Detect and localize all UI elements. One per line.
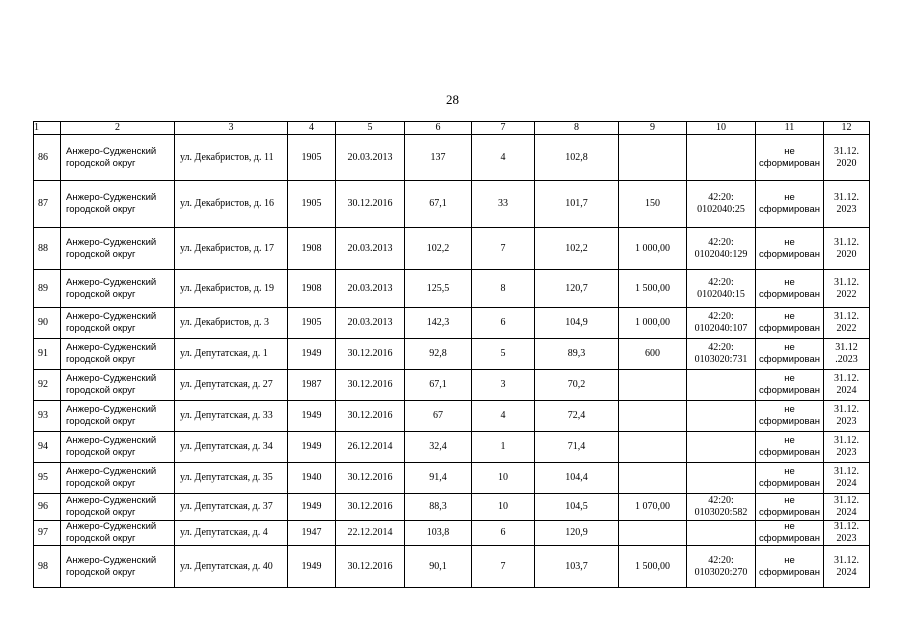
cell-inclusion-date: 30.12.2016 (336, 494, 405, 521)
cell-inclusion-date: 22.12.2014 (336, 521, 405, 546)
cell-address: ул. Декабристов, д. 16 (175, 181, 288, 228)
cell-inclusion-date: 20.03.2013 (336, 270, 405, 308)
cell-inclusion-date: 20.03.2013 (336, 135, 405, 181)
cell-deadline: 31.12. 2023 (824, 432, 870, 463)
cell-build-year: 1908 (288, 228, 336, 270)
cell-row-number: 93 (34, 401, 61, 432)
cell-cost (619, 401, 687, 432)
table-row (34, 463, 870, 494)
cell-cost (619, 135, 687, 181)
cell-land-status: не сформирован (756, 521, 824, 546)
cell-land-status: не сформирован (756, 181, 824, 228)
cell-row-number: 88 (34, 228, 61, 270)
table-row (34, 339, 870, 370)
cell-inclusion-date: 30.12.2016 (336, 370, 405, 401)
cell-residents: 5 (472, 339, 535, 370)
cell-row-number: 94 (34, 432, 61, 463)
cell-cost: 150 (619, 181, 687, 228)
cell-residents: 10 (472, 494, 535, 521)
cell-cost (619, 463, 687, 494)
cell-deadline: 31.12. 2022 (824, 308, 870, 339)
cell-cadastral-number (687, 370, 756, 401)
cell-cadastral-number: 42:20: 0102040:107 (687, 308, 756, 339)
cell-cadastral-number: 42:20: 0103020:731 (687, 339, 756, 370)
cell-land-status: не сформирован (756, 228, 824, 270)
table-row (34, 370, 870, 401)
cell-municipality: Анжеро-Судженский городской округ (61, 432, 175, 463)
column-header: 2 (61, 122, 175, 135)
cell-residents: 4 (472, 401, 535, 432)
cell-inclusion-date: 30.12.2016 (336, 546, 405, 588)
cell-land-status: не сформирован (756, 546, 824, 588)
cell-build-year: 1905 (288, 135, 336, 181)
cell-residents: 6 (472, 521, 535, 546)
cell-inclusion-date: 30.12.2016 (336, 339, 405, 370)
cell-municipality: Анжеро-Судженский городской округ (61, 181, 175, 228)
housing-registry-table (33, 121, 870, 588)
cell-area: 32,4 (405, 432, 472, 463)
cell-inclusion-date: 30.12.2016 (336, 463, 405, 494)
cell-municipality: Анжеро-Судженский городской округ (61, 270, 175, 308)
cell-area: 88,3 (405, 494, 472, 521)
cell-price-per-sqm: 72,4 (535, 401, 619, 432)
cell-cadastral-number (687, 521, 756, 546)
cell-land-status: не сформирован (756, 370, 824, 401)
cell-deadline: 31.12. 2022 (824, 270, 870, 308)
cell-municipality: Анжеро-Судженский городской округ (61, 494, 175, 521)
cell-deadline: 31.12. 2023 (824, 181, 870, 228)
cell-cost: 1 500,00 (619, 546, 687, 588)
cell-municipality: Анжеро-Судженский городской округ (61, 370, 175, 401)
cell-area: 67 (405, 401, 472, 432)
cell-price-per-sqm: 70,2 (535, 370, 619, 401)
cell-inclusion-date: 30.12.2016 (336, 401, 405, 432)
cell-price-per-sqm: 102,2 (535, 228, 619, 270)
cell-deadline: 31.12 .2023 (824, 339, 870, 370)
cell-area: 67,1 (405, 370, 472, 401)
table-row (34, 308, 870, 339)
cell-land-status: не сформирован (756, 308, 824, 339)
cell-cadastral-number: 42:20: 0102040:15 (687, 270, 756, 308)
cell-residents: 33 (472, 181, 535, 228)
cell-deadline: 31.12. 2024 (824, 370, 870, 401)
page-number: 28 (446, 92, 459, 107)
cell-cadastral-number (687, 463, 756, 494)
column-header: 4 (288, 122, 336, 135)
cell-municipality: Анжеро-Судженский городской округ (61, 308, 175, 339)
column-header: 12 (824, 122, 870, 135)
cell-address: ул. Депутатская, д. 27 (175, 370, 288, 401)
cell-cost: 1 070,00 (619, 494, 687, 521)
column-header: 5 (336, 122, 405, 135)
cell-address: ул. Депутатская, д. 34 (175, 432, 288, 463)
cell-price-per-sqm: 102,8 (535, 135, 619, 181)
cell-inclusion-date: 20.03.2013 (336, 228, 405, 270)
cell-price-per-sqm: 89,3 (535, 339, 619, 370)
cell-deadline: 31.12. 2024 (824, 546, 870, 588)
cell-build-year: 1908 (288, 270, 336, 308)
cell-cost (619, 370, 687, 401)
cell-deadline: 31.12. 2024 (824, 463, 870, 494)
cell-row-number: 89 (34, 270, 61, 308)
cell-build-year: 1987 (288, 370, 336, 401)
cell-build-year: 1949 (288, 339, 336, 370)
cell-cost: 1 000,00 (619, 308, 687, 339)
cell-build-year: 1905 (288, 181, 336, 228)
table-row (34, 521, 870, 546)
cell-address: ул. Депутатская, д. 40 (175, 546, 288, 588)
cell-land-status: не сформирован (756, 432, 824, 463)
cell-address: ул. Депутатская, д. 35 (175, 463, 288, 494)
cell-address: ул. Депутатская, д. 37 (175, 494, 288, 521)
cell-row-number: 87 (34, 181, 61, 228)
cell-build-year: 1905 (288, 308, 336, 339)
cell-residents: 10 (472, 463, 535, 494)
cell-row-number: 90 (34, 308, 61, 339)
cell-deadline: 31.12. 2020 (824, 228, 870, 270)
column-header: 8 (535, 122, 619, 135)
cell-deadline: 31.12. 2023 (824, 401, 870, 432)
cell-municipality: Анжеро-Судженский городской округ (61, 228, 175, 270)
cell-land-status: не сформирован (756, 463, 824, 494)
table-row (34, 401, 870, 432)
cell-row-number: 95 (34, 463, 61, 494)
cell-land-status: не сформирован (756, 494, 824, 521)
cell-residents: 4 (472, 135, 535, 181)
cell-price-per-sqm: 120,7 (535, 270, 619, 308)
cell-municipality: Анжеро-Судженский городской округ (61, 135, 175, 181)
cell-residents: 8 (472, 270, 535, 308)
cell-cadastral-number (687, 432, 756, 463)
cell-row-number: 98 (34, 546, 61, 588)
cell-deadline: 31.12. 2020 (824, 135, 870, 181)
cell-cadastral-number: 42:20: 0103020:270 (687, 546, 756, 588)
column-header: 3 (175, 122, 288, 135)
cell-cadastral-number: 42:20: 0103020:582 (687, 494, 756, 521)
cell-price-per-sqm: 120,9 (535, 521, 619, 546)
table-row (34, 432, 870, 463)
cell-cadastral-number: 42:20: 0102040:129 (687, 228, 756, 270)
cell-cadastral-number (687, 401, 756, 432)
cell-build-year: 1949 (288, 432, 336, 463)
cell-row-number: 86 (34, 135, 61, 181)
cell-area: 137 (405, 135, 472, 181)
cell-price-per-sqm: 104,4 (535, 463, 619, 494)
cell-address: ул. Депутатская, д. 1 (175, 339, 288, 370)
cell-municipality: Анжеро-Судженский городской округ (61, 463, 175, 494)
cell-row-number: 92 (34, 370, 61, 401)
cell-municipality: Анжеро-Судженский городской округ (61, 339, 175, 370)
cell-area: 90,1 (405, 546, 472, 588)
table-row (34, 546, 870, 588)
cell-price-per-sqm: 101,7 (535, 181, 619, 228)
cell-residents: 7 (472, 228, 535, 270)
table-row (34, 135, 870, 181)
cell-inclusion-date: 26.12.2014 (336, 432, 405, 463)
cell-area: 125,5 (405, 270, 472, 308)
cell-land-status: не сформирован (756, 339, 824, 370)
cell-cadastral-number (687, 135, 756, 181)
cell-build-year: 1949 (288, 401, 336, 432)
cell-area: 91,4 (405, 463, 472, 494)
cell-address: ул. Декабристов, д. 3 (175, 308, 288, 339)
cell-municipality: Анжеро-Судженский городской округ (61, 521, 175, 546)
cell-build-year: 1940 (288, 463, 336, 494)
cell-deadline: 31.12. 2023 (824, 521, 870, 546)
cell-residents: 1 (472, 432, 535, 463)
cell-area: 142,3 (405, 308, 472, 339)
cell-land-status: не сформирован (756, 270, 824, 308)
cell-area: 92,8 (405, 339, 472, 370)
cell-build-year: 1949 (288, 494, 336, 521)
cell-deadline: 31.12. 2024 (824, 494, 870, 521)
cell-area: 102,2 (405, 228, 472, 270)
table-row (34, 181, 870, 228)
cell-cost: 1 000,00 (619, 228, 687, 270)
header-row (34, 122, 870, 135)
cell-area: 67,1 (405, 181, 472, 228)
cell-address: ул. Депутатская, д. 33 (175, 401, 288, 432)
cell-residents: 7 (472, 546, 535, 588)
cell-area: 103,8 (405, 521, 472, 546)
cell-row-number: 96 (34, 494, 61, 521)
cell-row-number: 97 (34, 521, 61, 546)
cell-price-per-sqm: 103,7 (535, 546, 619, 588)
column-header: 6 (405, 122, 472, 135)
cell-cost (619, 432, 687, 463)
cell-price-per-sqm: 104,9 (535, 308, 619, 339)
table-row (34, 228, 870, 270)
cell-address: ул. Декабристов, д. 17 (175, 228, 288, 270)
cell-price-per-sqm: 104,5 (535, 494, 619, 521)
cell-cost: 600 (619, 339, 687, 370)
cell-build-year: 1949 (288, 546, 336, 588)
cell-cost (619, 521, 687, 546)
cell-residents: 3 (472, 370, 535, 401)
cell-inclusion-date: 20.03.2013 (336, 308, 405, 339)
cell-inclusion-date: 30.12.2016 (336, 181, 405, 228)
column-header: 1 (34, 122, 61, 135)
cell-price-per-sqm: 71,4 (535, 432, 619, 463)
cell-cost: 1 500,00 (619, 270, 687, 308)
table-row (34, 270, 870, 308)
cell-build-year: 1947 (288, 521, 336, 546)
cell-municipality: Анжеро-Судженский городской округ (61, 546, 175, 588)
cell-land-status: не сформирован (756, 135, 824, 181)
column-header: 9 (619, 122, 687, 135)
cell-address: ул. Депутатская, д. 4 (175, 521, 288, 546)
cell-residents: 6 (472, 308, 535, 339)
column-header: 11 (756, 122, 824, 135)
column-header: 10 (687, 122, 756, 135)
cell-cadastral-number: 42:20: 0102040:25 (687, 181, 756, 228)
column-header: 7 (472, 122, 535, 135)
cell-municipality: Анжеро-Судженский городской округ (61, 401, 175, 432)
cell-address: ул. Декабристов, д. 19 (175, 270, 288, 308)
cell-land-status: не сформирован (756, 401, 824, 432)
cell-row-number: 91 (34, 339, 61, 370)
cell-address: ул. Декабристов, д. 11 (175, 135, 288, 181)
table-row (34, 494, 870, 521)
